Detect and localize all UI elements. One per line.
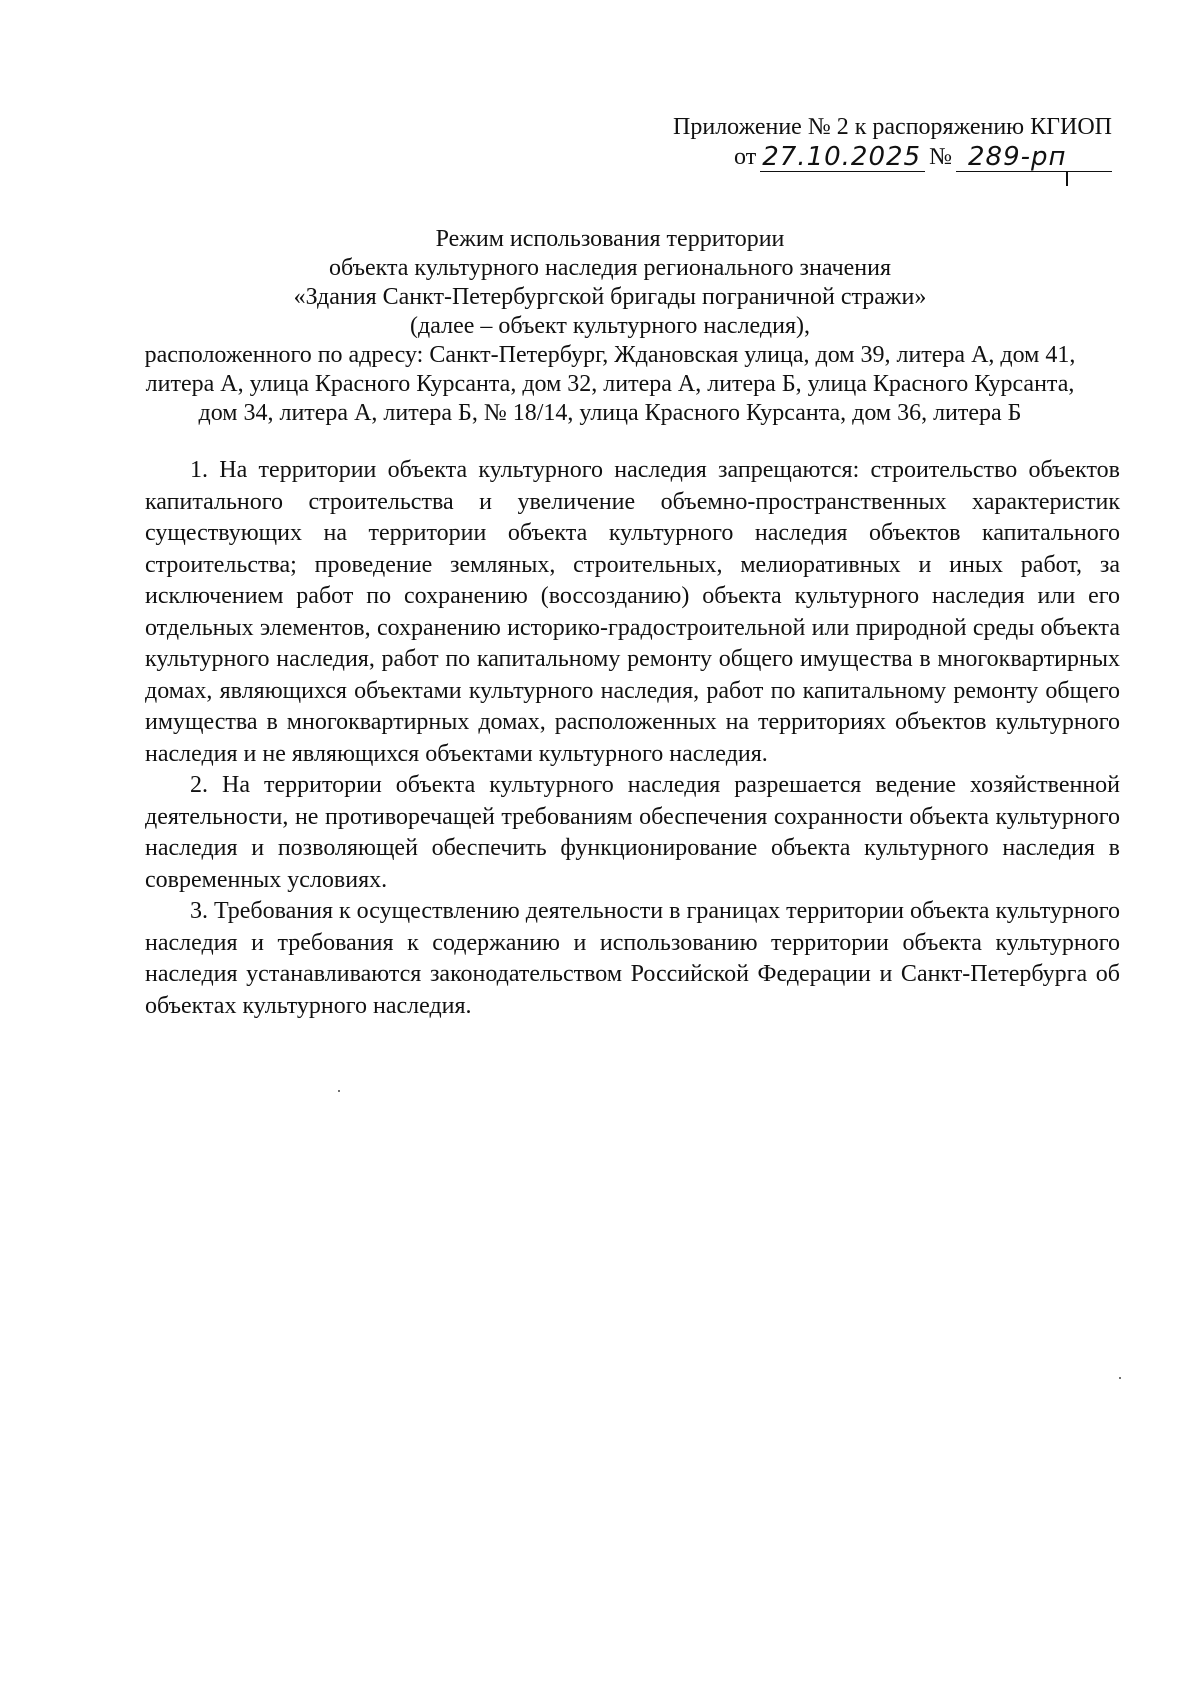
paragraph-2: 2. На территории объекта культурного наследия разрешается ведение хозяйственной деятельности, не противоречащей требованиям обеспечения сохранности объекта культурного наследия и позволяющей обеспечить функционирование объекта культурного наследия в современных условиях. <box>145 772 1120 893</box>
title-line-1: Режим использования территории <box>435 226 785 252</box>
order-date-number <box>734 142 1112 172</box>
title-line-4: (далее – объект культурного наследия), <box>410 313 810 339</box>
handwritten-number: 289-рп <box>956 143 1112 172</box>
title-line-7: дом 34, литера А, литера Б, № 18/14, улица Красного Курсанта, дом 36, литера Б <box>198 400 1022 426</box>
from-label: от <box>734 144 757 170</box>
scan-speck <box>1119 1377 1121 1379</box>
appendix-header <box>552 112 1112 172</box>
document-title <box>110 225 1110 428</box>
document-body <box>145 455 1120 1022</box>
handwritten-date: 27.10.2025 <box>760 143 925 172</box>
scan-speck <box>338 1090 340 1092</box>
appendix-reference: Приложение № 2 к распоряжению КГИОП <box>673 114 1112 140</box>
title-line-5: расположенного по адресу: Санкт-Петербург, Ждановская улица, дом 39, литера А, дом 41, <box>144 342 1076 368</box>
paragraph-1: 1. На территории объекта культурного наследия запрещаются: строительство объектов капитального строительства и увеличение объемно-пространственных характеристик существующих на территории объекта культурного наследия объектов капитального строительства; проведение земляных, строительных, мелиоративных и иных работ, за исключением работ по сохранению (воссозданию) объекта культурного наследия или его отдельных элементов, сохранению историко-градостроительной или природной среды объекта культурного наследия, работ по капитальному ремонту общего имущества в многоквартирных домах, являющихся объектами культурного наследия, работ по капитальному ремонту общего имущества в многоквартирных домах, расположенных на территориях объектов культурного наследия и не являющихся объектами культурного наследия. <box>145 457 1120 767</box>
number-label: № <box>929 144 952 170</box>
title-line-3: «Здания Санкт-Петербургской бригады пограничной стражи» <box>293 284 927 310</box>
handwritten-tick-mark <box>1066 172 1068 186</box>
title-line-6: литера А, улица Красного Курсанта, дом 32, литера А, литера Б, улица Красного Курсанта, <box>145 371 1075 397</box>
paragraph-3: 3. Требования к осуществлению деятельности в границах территории объекта культурного наследия и требования к содержанию и использованию территории объекта культурного наследия устанавливаются законодательством Российской Федерации и Санкт-Петербурга об объектах культурного наследия. <box>145 898 1120 1019</box>
title-line-2: объекта культурного наследия регионального значения <box>328 255 892 281</box>
